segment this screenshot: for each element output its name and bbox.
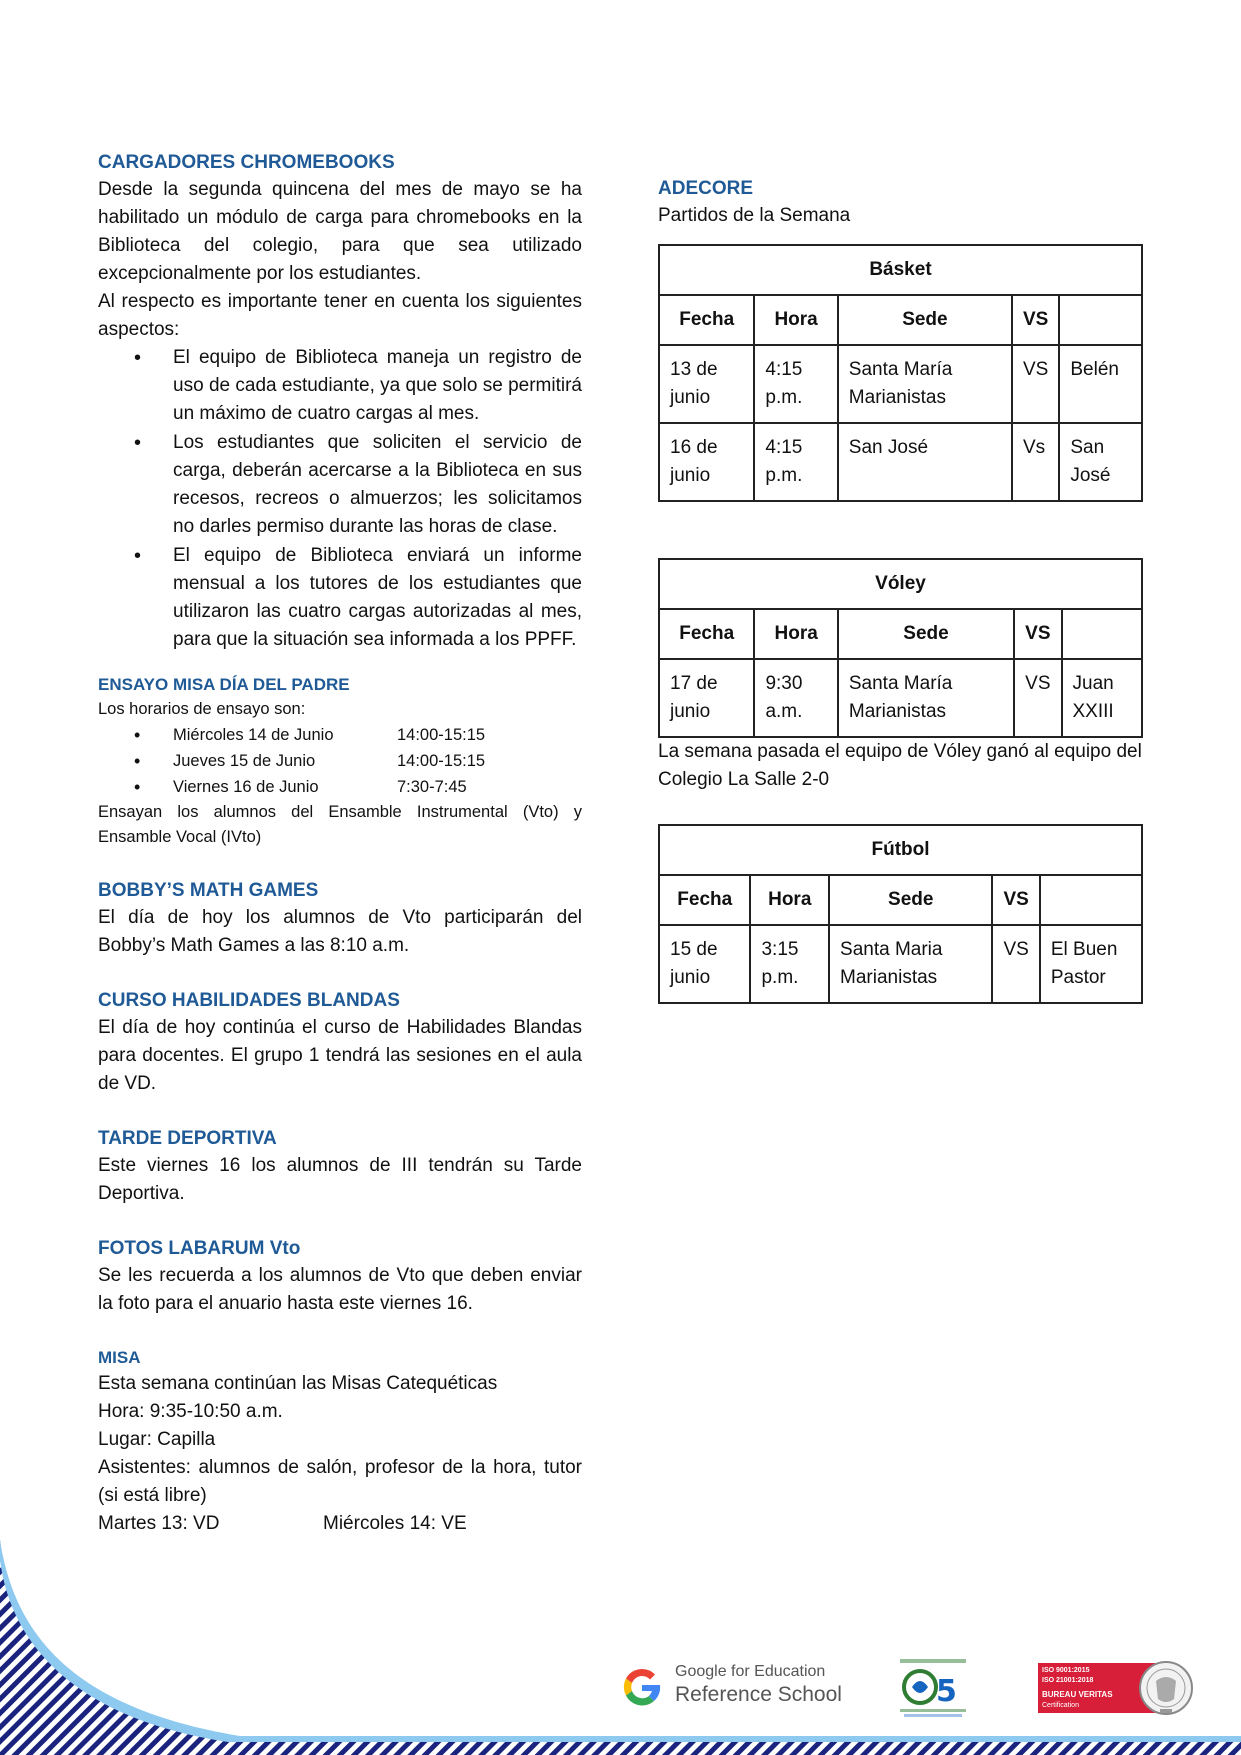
- table-row: [659, 423, 1142, 501]
- basket-table: [658, 244, 1143, 502]
- cell-hora: 3:15 p.m.: [750, 925, 829, 1003]
- cell-hora: 9:30 a.m.: [754, 659, 837, 737]
- misa-line-3: Lugar: Capilla: [98, 1429, 216, 1450]
- section-title-fotos: FOTOS LABARUM Vto: [98, 1238, 301, 1259]
- cell-rival: Juan XXIII: [1062, 659, 1143, 737]
- cell-rival: San José: [1059, 423, 1142, 501]
- column-header-rival: [1062, 609, 1143, 659]
- proyecto-educativo-logo: [896, 1657, 970, 1719]
- column-header-sede: Sede: [829, 875, 992, 925]
- fotos-text: Se les recuerda a los alumnos de Vto que deben enviar la foto para el anuario hasta este viernes 16.: [98, 1265, 582, 1314]
- basket-table-title: Básket: [659, 245, 1142, 295]
- cell-sede: Santa María Marianistas: [838, 345, 1012, 423]
- voley-table-title: Vóley: [659, 559, 1142, 609]
- section-title-cargadores: CARGADORES CHROMEBOOKS: [98, 152, 395, 173]
- cell-rival: El Buen Pastor: [1040, 925, 1142, 1003]
- cell-vs: VS: [992, 925, 1039, 1003]
- tarde-text: Este viernes 16 los alumnos de III tendrán su Tarde Deportiva.: [98, 1155, 582, 1204]
- schedule-item: [98, 774, 582, 800]
- google-text-line-1: Google for Education: [675, 1663, 826, 1680]
- cell-fecha: 15 de junio: [659, 925, 750, 1003]
- table-row: [659, 925, 1142, 1003]
- table-row: [659, 345, 1142, 423]
- cell-fecha: 16 de junio: [659, 423, 754, 501]
- svg-text:5: 5: [936, 1674, 957, 1709]
- ensayo-outro: Ensayan los alumnos del Ensamble Instrumental (Vto) y Ensamble Vocal (IVto): [98, 803, 582, 846]
- column-header-fecha: Fecha: [659, 295, 754, 345]
- schedule-time: 14:00-15:15: [397, 752, 486, 770]
- column-header-sede: Sede: [838, 295, 1012, 345]
- list-item: • El equipo de Biblioteca maneja un registro de uso de cada estudiante, ya que solo se permitirá un máximo de cuatro cargas al mes.: [98, 344, 582, 428]
- misa-line-1: Esta semana continúan las Misas Catequéticas: [98, 1373, 498, 1394]
- schedule-time: 7:30-7:45: [397, 778, 467, 796]
- schedule-item: [98, 748, 582, 774]
- cell-sede: Santa María Marianistas: [838, 659, 1014, 737]
- section-title-ensayo: ENSAYO MISA DÍA DEL PADRE: [98, 675, 350, 694]
- bv-text-3: BUREAU VERITAS: [1042, 1690, 1113, 1699]
- bureau-veritas-badge: [1038, 1659, 1194, 1715]
- cell-hora: 4:15 p.m.: [754, 345, 837, 423]
- cell-sede: Santa Maria Marianistas: [829, 925, 992, 1003]
- adecore-subtitle: Partidos de la Semana: [658, 205, 851, 226]
- bobby-text: El día de hoy los alumnos de Vto participarán del Bobby’s Math Games a las 8:10 a.m.: [98, 907, 582, 956]
- list-item: • El equipo de Biblioteca enviará un informe mensual a los tutores de los estudiantes que utilizaron las cuatro cargas autorizadas al mes, para que la situación sea informada a los PPFF.: [98, 542, 582, 654]
- column-header-vs: VS: [1012, 295, 1059, 345]
- schedule-day: Miércoles 14 de Junio: [173, 726, 334, 744]
- misa-line-4: Asistentes: alumnos de salón, profesor de la hora, tutor (si está libre): [98, 1457, 582, 1506]
- cargadores-paragraph-2: Al respecto es importante tener en cuenta los siguientes aspectos:: [98, 291, 582, 340]
- cell-vs: VS: [1014, 659, 1061, 737]
- section-title-bobby: BOBBY’S MATH GAMES: [98, 880, 319, 901]
- misa-line-2: Hora: 9:35-10:50 a.m.: [98, 1401, 283, 1422]
- cell-vs: VS: [1012, 345, 1059, 423]
- column-header-fecha: Fecha: [659, 875, 750, 925]
- misa-days: [98, 1510, 582, 1538]
- cargadores-bullet-list: [98, 344, 582, 654]
- google-g-icon: [620, 1665, 664, 1709]
- column-header-hora: Hora: [750, 875, 829, 925]
- column-header-hora: Hora: [754, 295, 837, 345]
- section-title-misa: MISA: [98, 1348, 141, 1367]
- cell-vs: Vs: [1012, 423, 1059, 501]
- schedule-time: 14:00-15:15: [397, 726, 486, 744]
- schedule-item: [98, 722, 582, 748]
- section-title-curso: CURSO HABILIDADES BLANDAS: [98, 990, 400, 1011]
- footer-logos: [620, 1655, 1200, 1721]
- bv-text-4: Certification: [1042, 1702, 1079, 1709]
- ensayo-schedule: [98, 722, 582, 800]
- column-header-rival: [1040, 875, 1142, 925]
- column-header-vs: VS: [1014, 609, 1061, 659]
- section-title-tarde: TARDE DEPORTIVA: [98, 1128, 277, 1149]
- column-header-sede: Sede: [838, 609, 1014, 659]
- misa-martes: Martes 13: VD: [98, 1513, 220, 1534]
- column-header-rival: [1059, 295, 1142, 345]
- column-header-hora: Hora: [754, 609, 837, 659]
- list-item: • Los estudiantes que soliciten el servicio de carga, deberán acercarse a la Biblioteca en sus recesos, recreos o almuerzos; les solicitamos no darles permiso durante las horas de clase.: [98, 429, 582, 541]
- cell-sede: San José: [838, 423, 1012, 501]
- voley-note: La semana pasada el equipo de Vóley ganó al equipo del Colegio La Salle 2-0: [658, 741, 1142, 790]
- column-header-vs: VS: [992, 875, 1039, 925]
- left-column: [98, 150, 582, 1538]
- cell-fecha: 13 de junio: [659, 345, 754, 423]
- bv-text-1: ISO 9001:2015: [1042, 1667, 1090, 1674]
- cell-hora: 4:15 p.m.: [754, 423, 837, 501]
- table-row: [659, 659, 1142, 737]
- bv-text-2: ISO 21001:2018: [1042, 1677, 1094, 1684]
- right-column: [658, 176, 1143, 1004]
- decorative-wave: [0, 1540, 1241, 1755]
- ensayo-intro: Los horarios de ensayo son:: [98, 700, 306, 718]
- google-text-line-2: Reference School: [675, 1683, 842, 1706]
- cargadores-paragraph-1: Desde la segunda quincena del mes de mayo se ha habilitado un módulo de carga para chromebooks en la Biblioteca del colegio, para que sea utilizado excepcionalmente por los estudiantes.: [98, 179, 582, 284]
- cell-fecha: 17 de junio: [659, 659, 754, 737]
- cell-rival: Belén: [1059, 345, 1142, 423]
- schedule-day: Jueves 15 de Junio: [173, 752, 316, 770]
- futbol-table-title: Fútbol: [659, 825, 1142, 875]
- section-title-adecore: ADECORE: [658, 178, 754, 199]
- curso-text: El día de hoy continúa el curso de Habilidades Blandas para docentes. El grupo 1 tendrá las sesiones en el aula de VD.: [98, 1017, 582, 1094]
- bv-seal-icon: [1138, 1659, 1194, 1717]
- futbol-table: [658, 824, 1143, 1004]
- misa-miercoles: Miércoles 14: VE: [323, 1513, 467, 1534]
- column-header-fecha: Fecha: [659, 609, 754, 659]
- voley-table: [658, 558, 1143, 738]
- schedule-day: Viernes 16 de Junio: [173, 778, 319, 796]
